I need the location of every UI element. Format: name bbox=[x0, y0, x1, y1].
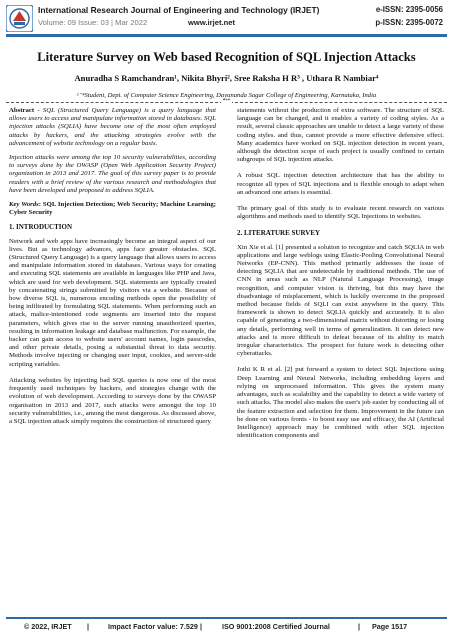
abstract-label: Abstract - bbox=[9, 107, 40, 114]
abstract-text-2: Injection attacks were among the top 10 security vulnerabilities, according to surveys done by the OWASP (Open Web Application Security Project) organization in 2013 and 2017. The goal of this survey paper is to provide readers with a brief review of the various research and methodologies that have been developed and proposed to address SQLIA. bbox=[9, 154, 216, 194]
right-column bbox=[237, 107, 444, 448]
keywords-label: Key Words bbox=[9, 201, 39, 209]
footer-separator: | bbox=[87, 622, 90, 631]
literature-survey-heading: 2. LITERATURE SURVEY bbox=[237, 229, 321, 238]
body-paragraph-1: statements without the production of extra software. The structure of SQL language can be changed, and it enables a variety of coding styles. As a result, several classic approaches are unable to detect a large variety of these coding styles. and thus, cannot provide a more effective defensive effect. Many academics have worked on SQL injection detection in recent years, although the detection scope of each project is usually confined to certain subgroups of SQL injection attacks. bbox=[237, 107, 444, 164]
survey-paragraph-2: Jothi K R et al. [2] put forward a system to detect SQL Injections using Deep Learning and Neural Networks, including embedding layers and relying on unprocessed information. This gives the system many advantages, such as scalability and the capability to detect a wide variety of such attacks. The model also makes the user's job easier by conducting all of the feature extraction and selection for them. Improvement in the future can be done on various fronts - to boost easy use and efficacy, the AI (Artificial Intelligence) approach may be combined with other SQL injection identification components and bbox=[237, 366, 444, 440]
p-issn: p-ISSN: 2395-0072 bbox=[375, 18, 443, 27]
journal-volume: Volume: 09 Issue: 03 | Mar 2022 bbox=[38, 18, 148, 27]
e-issn: e-ISSN: 2395-0056 bbox=[375, 5, 443, 14]
survey-paragraph-1: Xin Xie et al. [1] presented a solution to recognize and catch SQLIA in web applications and large weblogs using Elastic-Pooling Convolutional Neural Networks (EP-CNN). This method primarily addresses the issue of detecting SQLIA that are undetectable by traditional methods. The use of CNN in areas such as NLP (Natural Language Processing), image recognition, and computer vision is thriving, but this may have the disadvantage of misplacement, which is luckily overcome in the proposed method because fields of SQLI can exist anywhere in the query. This framework is shown to detect SQLIA quickly and accurately. It is also capable of generating a two-dimensional matrix without distorting or losing any details, performing well in terms of generalization. It can detect new attacks and is more difficult to defeat because of its ability to match irregular characteristics. The prospect for future work is detecting other cyberattacks. bbox=[237, 243, 444, 358]
footer-copyright: © 2022, IRJET bbox=[24, 622, 72, 631]
body-paragraph-2: A robust SQL injection detection architecture that has the ability to recognize all types of SQL injections and is flexible enough to adapt when an advanced one arises is essential. bbox=[237, 172, 444, 196]
footer-impact-factor: Impact Factor value: 7.529 bbox=[108, 622, 198, 631]
paper-affiliation: ¹⁻⁴Student, Dept. of Computer Science Engineering, Dayananda Sagar College of Engineering, Karnataka, India bbox=[76, 92, 377, 99]
header-rule bbox=[6, 34, 447, 37]
abstract-paragraph bbox=[9, 107, 216, 148]
footer-separator: | bbox=[200, 622, 203, 631]
journal-name: International Research Journal of Engineering and Technology (IRJET) bbox=[38, 5, 320, 15]
footer-rule bbox=[6, 617, 447, 619]
introduction-paragraph-1: Network and web apps have increasingly become an integral aspect of our lives. But as technology advances, apps face greater obstacles. SQL (Structured Query Language) is a query language that allows users to access and manipulate information stored in databases. Various ways for creating and executing SQL statements are available in languages like PHP and Java, which are used for web development. SQL statements are typically created by concatenating strings submitted by visitors via a website. Because of how diverse SQL is, numerous encoding methods open the possibility of being infiltrated by formulating SQL statements. When performing such an attack, malice-intentioned code segments are inserted into the request parameters, which gives rise to the server running unauthorized queries, resulting in information leakage and database malfunction. For example, the backer can gain access to website users' account names, login passcodes, and other private details, posing a substantial threat to data security. Methods involve injecting or changing user input, cookies, and server-side scripting variables. bbox=[9, 237, 216, 368]
introduction-heading: 1. INTRODUCTION bbox=[9, 223, 73, 232]
divider-stars bbox=[0, 99, 453, 104]
abstract-text-1: SQL (Structured Query Language) is a query language that allows users to access and manipulate information stored in databases. SQL injection attacks (SQLIA) have become one of the most often employed attacks by hackers, and the attacking strategies evolve with the advancement of website technology on a regular basis. bbox=[9, 107, 216, 147]
paper-title: Literature Survey on Web based Recognition of SQL Injection Attacks bbox=[37, 50, 416, 64]
page-footer bbox=[0, 622, 453, 636]
divider-mark: *** bbox=[222, 99, 231, 104]
introduction-paragraph-2: Attacking websites by injecting bad SQL queries is now one of the most frequently used techniques by hackers, and strategies change with the evolution of web development. According to surveys done by the OWASP organisation in 2013 and 2017, such attacks were amongst the top 10 security vulnerabilities, i.e., among the most dangerous. As discussed above, a SQL injection attack simply requires the construction of structured query bbox=[9, 376, 216, 425]
footer-separator: | bbox=[358, 622, 361, 631]
paper-authors: Anuradha S Ramchandran¹, Nikita Bhyri², Sree Raksha H R³ , Uthara R Nambiar⁴ bbox=[74, 73, 379, 83]
footer-page-number: Page 1517 bbox=[372, 622, 408, 631]
irjet-logo-icon bbox=[6, 5, 33, 32]
body-paragraph-3: The primary goal of this study is to evaluate recent research on various algorithms and methods used to identify SQL Injections in websites. bbox=[237, 205, 444, 221]
left-column bbox=[9, 107, 216, 434]
keywords-text: : SQL Injection Detection; Web Security; Machine Learning; Cyber Security bbox=[9, 201, 216, 217]
journal-header bbox=[0, 0, 453, 40]
footer-iso: ISO 9001:2008 Certified Journal bbox=[222, 622, 330, 631]
journal-website-link[interactable]: www.irjet.net bbox=[188, 18, 235, 27]
keywords-paragraph bbox=[9, 201, 216, 217]
